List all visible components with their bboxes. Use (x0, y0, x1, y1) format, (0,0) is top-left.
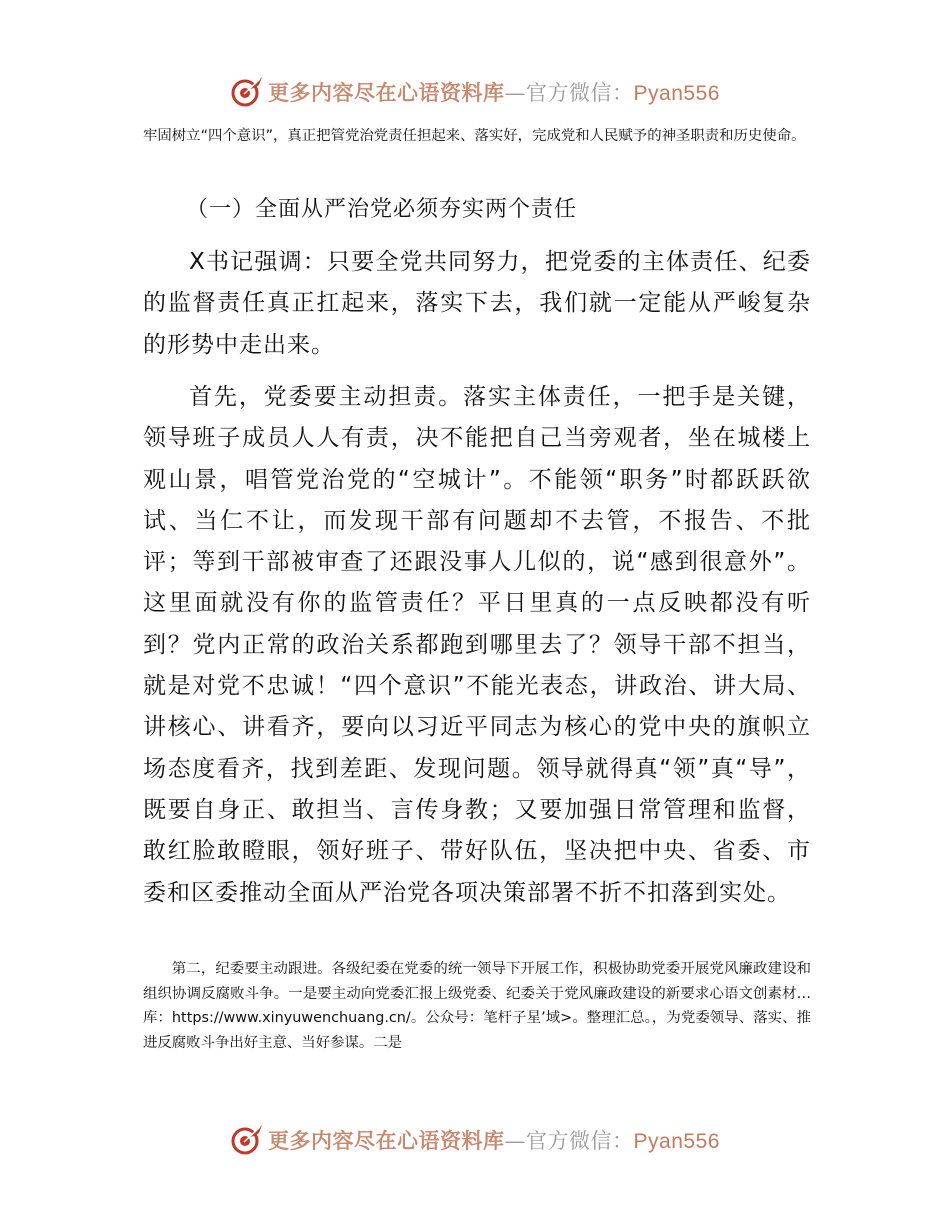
banner-wechat-id: Pyan556 (633, 1130, 720, 1153)
paragraph-quote: X书记强调：只要全党共同努力，把党委的主体责任、纪委的监督责任真正扛起来，落实下去，我们就一定能从严峻复杂的形势中走出来。 (143, 249, 811, 358)
section-heading: （一）全面从严治党必须夯实两个责任 (186, 197, 578, 222)
banner-wechat-label: 官方微信： (526, 81, 634, 105)
banner-wechat-label: 官方微信： (526, 1129, 634, 1153)
banner-main-text: 更多内容尽在心语资料库 (268, 1128, 505, 1153)
watermark-banner-top (0, 72, 950, 112)
banner-wechat-id: Pyan556 (633, 82, 720, 105)
paragraph-continuation: 牢固树立“四个意识”，真正把管党治党责任担起来、落实好，完成党和人民赋予的神圣职责和历史使命。 (143, 128, 806, 144)
quill-logo-icon (230, 75, 264, 109)
quill-logo-icon (230, 1123, 264, 1157)
paragraph-main: 首先，党委要主动担责。落实主体责任，一把手是关键，领导班子成员人人有责，决不能把自己当旁观者，坐在城楼上观山景，唱管党治党的“空城计”。不能领“职务”时都跃跃欲试、当仁不让，而发现干部有问题却不去管，不报告、不批评；等到干部被审查了还跟没事人儿似的，说“感到很意外”。这里面就没有你的监管责任？平日里真的一点反映都没有听到？党内正常的政治关系都跑到哪里去了？领导干部不担当，就是对党不忠诚！“四个意识”不能光表态，讲政治、讲大局、讲核心、讲看齐，要向以习近平同志为核心的党中央的旗帜立场态度看齐，找到差距、发现问题。领导就得真“领”真“导”，既要自身正、敢担当、言传身教；又要加强日常管理和监督，敢红脸敢瞪眼，领好班子、带好队伍，坚决把中央、省委、市委和区委推动全面从严治党各项决策部署不折不扣落到实处。 (143, 384, 811, 906)
banner-dash: — (504, 81, 527, 105)
banner-main-text: 更多内容尽在心语资料库 (268, 80, 505, 105)
banner-text (268, 77, 720, 107)
watermark-banner-bottom (0, 1120, 950, 1160)
banner-text (268, 1125, 720, 1155)
paragraph-second: 第二，纪委要主动跟进。各级纪委在党委的统一领导下开展工作，积极协助党委开展党风廉政建设和组织协调反腐败斗争。一是要主动向党委汇报上级党委、纪委关于党风廉政建设的新要求心语文创素材…库：https://www.xinyuwenchuang.cn/。公众号：笔杆子星’域>。整理汇总。，为党委领导、落实、推进反腐败斗争出好主意、当好参谋。二是 (143, 961, 811, 1051)
banner-dash: — (504, 1129, 527, 1153)
